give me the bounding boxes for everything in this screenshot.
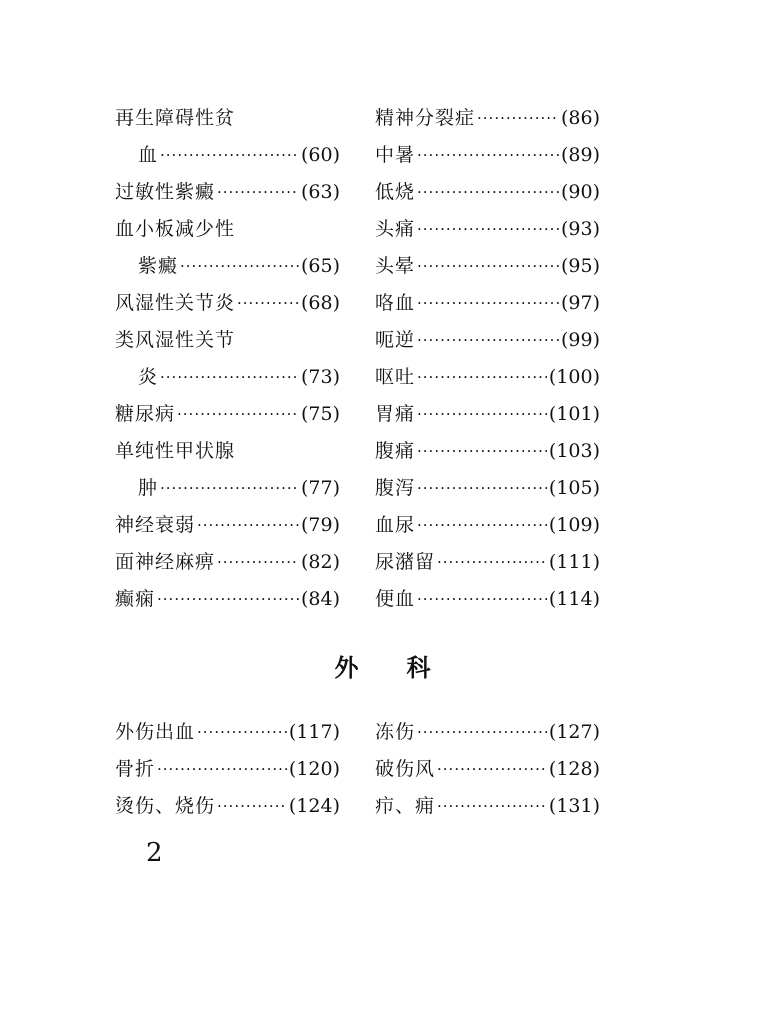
toc-entry <box>375 433 600 470</box>
toc-entry-page: (100) <box>548 366 600 388</box>
toc-entry-term: 头痛 <box>375 218 416 240</box>
page-number: 2 <box>146 838 163 868</box>
toc-entry-term: 癫痫 <box>115 588 156 610</box>
toc-entry <box>115 788 340 825</box>
dot-leader <box>160 359 299 396</box>
toc-entry-term: 破伤风 <box>375 758 436 780</box>
toc-entry-page: (73) <box>300 366 340 388</box>
dot-leader <box>417 137 559 174</box>
toc-entry-page: (128) <box>548 758 600 780</box>
toc-entry <box>375 359 600 396</box>
toc-entry <box>115 433 340 470</box>
toc-entry-page: (103) <box>548 440 600 462</box>
dot-leader <box>160 137 299 174</box>
dot-leader <box>237 285 299 322</box>
toc-entry <box>375 788 600 825</box>
toc-entry-page: (84) <box>300 588 340 610</box>
toc-entry <box>115 714 340 751</box>
toc-entry-page: (68) <box>300 292 340 314</box>
toc-entry-term: 腹泻 <box>375 477 416 499</box>
toc-entry <box>115 174 340 211</box>
toc-entry-term: 呕吐 <box>375 366 416 388</box>
dot-leader <box>197 507 299 544</box>
toc-entry-page: (82) <box>300 551 340 573</box>
toc-entry <box>375 100 600 137</box>
toc-entry-page: (63) <box>300 181 340 203</box>
toc-entry-page: (93) <box>560 218 600 240</box>
toc-entry-page: (60) <box>300 144 340 166</box>
toc-entry-page: (95) <box>560 255 600 277</box>
toc-entry <box>115 285 340 322</box>
toc-entry <box>375 174 600 211</box>
toc-entry-page: (124) <box>288 795 340 817</box>
toc-entry-page: (131) <box>548 795 600 817</box>
dot-leader <box>417 507 547 544</box>
toc-entry <box>375 470 600 507</box>
toc-entry-term: 呃逆 <box>375 329 416 351</box>
dot-leader <box>417 174 559 211</box>
dot-leader <box>437 544 547 581</box>
toc-entry <box>115 359 340 396</box>
toc-entry <box>115 211 340 248</box>
toc-entry-term: 胃痛 <box>375 403 416 425</box>
toc-entry-term: 神经衰弱 <box>115 514 196 536</box>
toc-entry-term: 血尿 <box>375 514 416 536</box>
toc-entry-page: (105) <box>548 477 600 499</box>
toc-entry <box>375 544 600 581</box>
dot-leader <box>417 359 547 396</box>
dot-leader <box>417 581 547 618</box>
toc-entry-page: (120) <box>288 758 340 780</box>
toc-entry <box>115 470 340 507</box>
dot-leader <box>217 788 287 825</box>
toc-entry <box>375 507 600 544</box>
toc-entry-term: 糖尿病 <box>115 403 176 425</box>
toc-entry <box>115 544 340 581</box>
toc-entry-page: (114) <box>548 588 600 610</box>
toc-entry-page: (75) <box>300 403 340 425</box>
toc-entry-page: (117) <box>288 721 340 743</box>
toc-column-left <box>115 100 340 618</box>
toc-entry <box>115 581 340 618</box>
toc-entry-page: (90) <box>560 181 600 203</box>
dot-leader <box>417 470 547 507</box>
toc-entry-term: 骨折 <box>115 758 156 780</box>
dot-leader <box>217 174 299 211</box>
toc-entry <box>375 322 600 359</box>
toc-entry-term: 头晕 <box>375 255 416 277</box>
toc-entry-page: (109) <box>548 514 600 536</box>
toc-entry-term: 血小板减少性 <box>115 218 236 240</box>
toc-entry-term: 类风湿性关节 <box>115 329 236 351</box>
toc-entry-page: (89) <box>560 144 600 166</box>
toc-section-column-left <box>115 714 340 825</box>
dot-leader <box>417 322 559 359</box>
toc-entry-page: (77) <box>300 477 340 499</box>
toc-entry <box>115 751 340 788</box>
toc-entry-term: 便血 <box>375 588 416 610</box>
toc-entry <box>115 322 340 359</box>
toc-entry-term: 再生障碍性贫 <box>115 107 236 129</box>
toc-entry-term: 面神经麻痹 <box>115 551 216 573</box>
dot-leader <box>417 248 559 285</box>
dot-leader <box>157 751 287 788</box>
dot-leader <box>197 714 287 751</box>
toc-section-column-right <box>375 714 600 825</box>
toc-entry <box>115 396 340 433</box>
toc-entry-page: (79) <box>300 514 340 536</box>
toc-entry-term: 低烧 <box>375 181 416 203</box>
toc-entry-term: 血 <box>138 144 159 166</box>
toc-entry <box>375 751 600 788</box>
toc-entry-term: 疖、痈 <box>375 795 436 817</box>
toc-entry <box>375 137 600 174</box>
toc-entry <box>375 248 600 285</box>
dot-leader <box>477 100 559 137</box>
toc-entry-term: 过敏性紫癜 <box>115 181 216 203</box>
dot-leader <box>417 396 547 433</box>
dot-leader <box>177 396 299 433</box>
toc-entry-page: (101) <box>548 403 600 425</box>
toc-entry-page: (99) <box>560 329 600 351</box>
toc-entry-term: 腹痛 <box>375 440 416 462</box>
toc-entry <box>375 396 600 433</box>
toc-entry-page: (97) <box>560 292 600 314</box>
dot-leader <box>437 751 547 788</box>
dot-leader <box>217 544 299 581</box>
toc-entry-term: 炎 <box>138 366 159 388</box>
toc-entry-page: (65) <box>300 255 340 277</box>
dot-leader <box>417 433 547 470</box>
dot-leader <box>180 248 299 285</box>
toc-entry-term: 肿 <box>138 477 159 499</box>
toc-entry-term: 尿潴留 <box>375 551 436 573</box>
dot-leader <box>417 285 559 322</box>
toc-entry <box>115 100 340 137</box>
dot-leader <box>160 470 299 507</box>
dot-leader <box>157 581 299 618</box>
toc-entry-term: 单纯性甲状腺 <box>115 440 236 462</box>
toc-entry <box>115 507 340 544</box>
toc-column-right <box>375 100 600 618</box>
dot-leader <box>417 714 547 751</box>
toc-entry <box>375 285 600 322</box>
section-heading: 外科 <box>334 653 479 682</box>
dot-leader <box>437 788 547 825</box>
toc-entry <box>115 137 340 174</box>
toc-entry-page: (127) <box>548 721 600 743</box>
toc-entry-page: (111) <box>548 551 600 573</box>
toc-entry <box>375 714 600 751</box>
toc-entry <box>115 248 340 285</box>
toc-entry-term: 烫伤、烧伤 <box>115 795 216 817</box>
dot-leader <box>417 211 559 248</box>
toc-entry <box>375 211 600 248</box>
toc-entry-page: (86) <box>560 107 600 129</box>
toc-entry-term: 中暑 <box>375 144 416 166</box>
toc-entry-term: 咯血 <box>375 292 416 314</box>
toc-entry-term: 精神分裂症 <box>375 107 476 129</box>
toc-entry-term: 风湿性关节炎 <box>115 292 236 314</box>
toc-entry-term: 外伤出血 <box>115 721 196 743</box>
toc-entry-term: 紫癜 <box>138 255 179 277</box>
toc-entry-term: 冻伤 <box>375 721 416 743</box>
toc-entry <box>375 581 600 618</box>
